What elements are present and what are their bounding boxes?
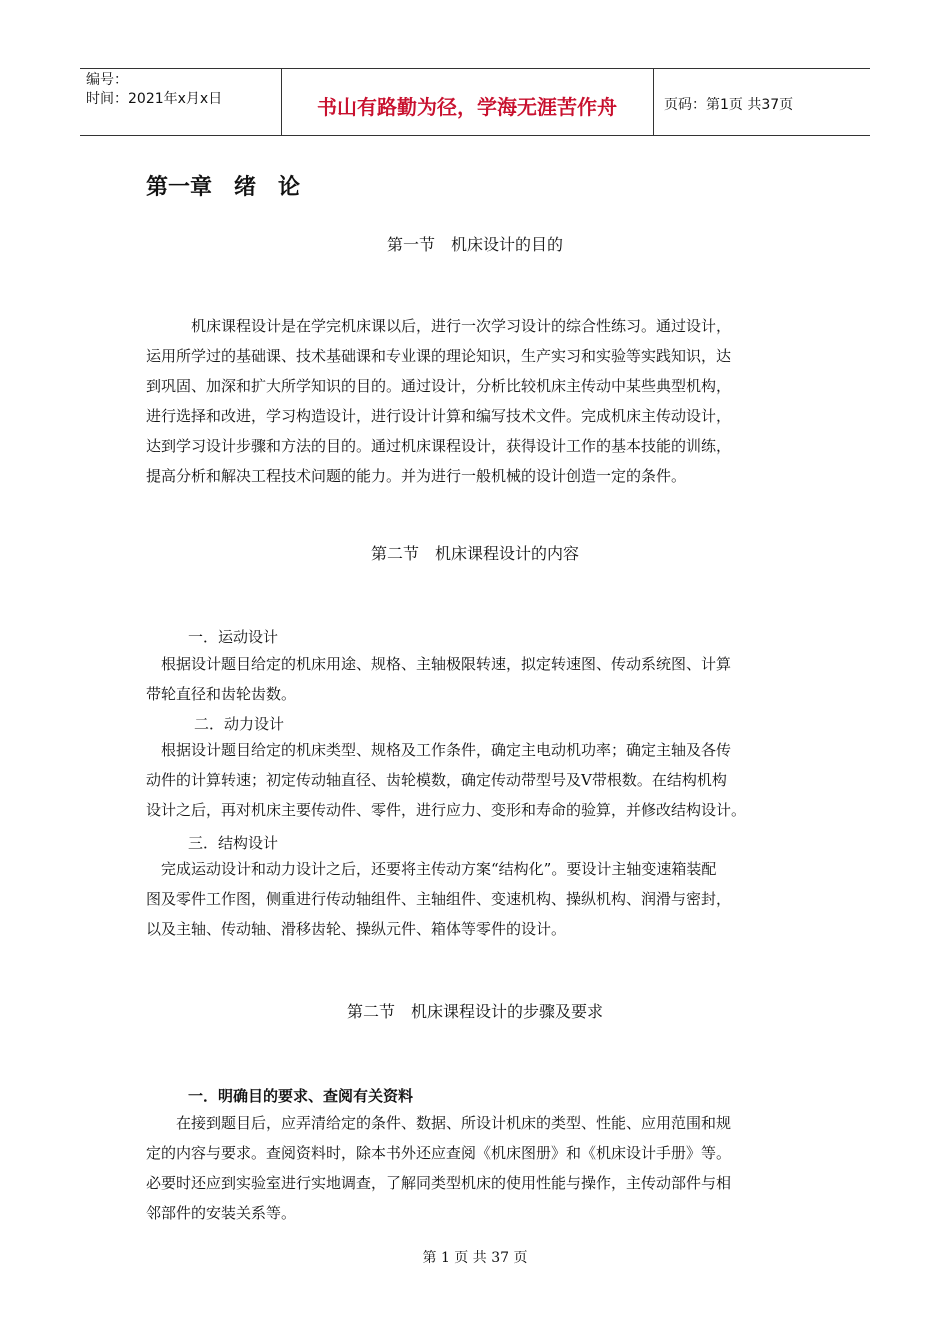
header-number: 编号： <box>86 72 128 88</box>
section-title: 第二节 机床课程设计的步骤及要求 <box>346 1002 603 1021</box>
header-meta <box>86 71 222 109</box>
section-paragraph: 机床课程设计是在学完机床课以后，进行一次学习设计的综合性练习。通过设计， 运用所学过的基础课、技术基础课和专业课的理论知识，生产实习和实验等实践知识，达 到巩固、加深和扩大所学知识的目的。通过设计，分析比较机床主传动中某些典型机构， 进行选择和改进，学习构造设计，进行设计计算和编写技术文件。完成机床主传动设计， 达到学习设计步骤和方法的目的。通过机床课程设计，获得设计工作的基本技能的训练， 提高分析和解决工程技术问题的能力。并为进行一般机械的设计创造一定的条件。 <box>146 317 732 485</box>
subsection-text: 根据设计题目给定的机床类型、规格及工作条件，确定主电动机功率；确定主轴及各传 动件的计算转速；初定传动轴直径、齿轮模数，确定传动带型号及V带根数。在结构机构 设计之后，再对机床主要传动件、零件，进行应力、变形和寿命的验算，并修改结构设计。 <box>146 741 747 819</box>
header-time: 时间：2021年x月x日 <box>86 91 223 107</box>
subsection-heading: 二．动力设计 <box>194 715 285 733</box>
subsection-text: 完成运动设计和动力设计之后，还要将主传动方案“结构化”。要设计主轴变速箱装配 图及零件工作图，侧重进行传动轴组件、主轴组件、变速机构、操纵机构、润滑与密封， 以及主轴、传动轴、滑移齿轮、操纵元件、箱体等零件的设计。 <box>146 860 732 938</box>
header-page-info: 页码：第1页 共37页 <box>664 97 794 113</box>
section-title: 第一节 机床设计的目的 <box>386 235 563 254</box>
header-motto: 书山有路勤为径，学海无涯苦作舟 <box>317 95 617 119</box>
subsection-text: 根据设计题目给定的机床用途、规格、主轴极限转速，拟定转速图、传动系统图、计算 带轮直径和齿轮齿数。 <box>146 655 732 703</box>
subsection-text: 在接到题目后，应弄清给定的条件、数据、所设计机床的类型、性能、应用范围和规 定的内容与要求。查阅资料时，除本书外还应查阅《机床图册》和《机床设计手册》等。 必要时还应到实验室进行实地调查，了解同类型机床的使用性能与操作，主传动部件与相 邻部件的安装关系等。 <box>146 1114 732 1222</box>
document-header <box>80 68 870 136</box>
section-title: 第二节 机床课程设计的内容 <box>370 544 579 563</box>
header-divider <box>653 69 654 136</box>
subsection-heading: 一．明确目的要求、查阅有关资料 <box>188 1087 414 1105</box>
page-footer: 第 1 页 共 37 页 <box>422 1250 528 1266</box>
chapter-title: 第一章 绪 论 <box>146 175 301 200</box>
subsection-heading: 一．运动设计 <box>188 628 279 646</box>
subsection-heading: 三．结构设计 <box>188 834 279 852</box>
